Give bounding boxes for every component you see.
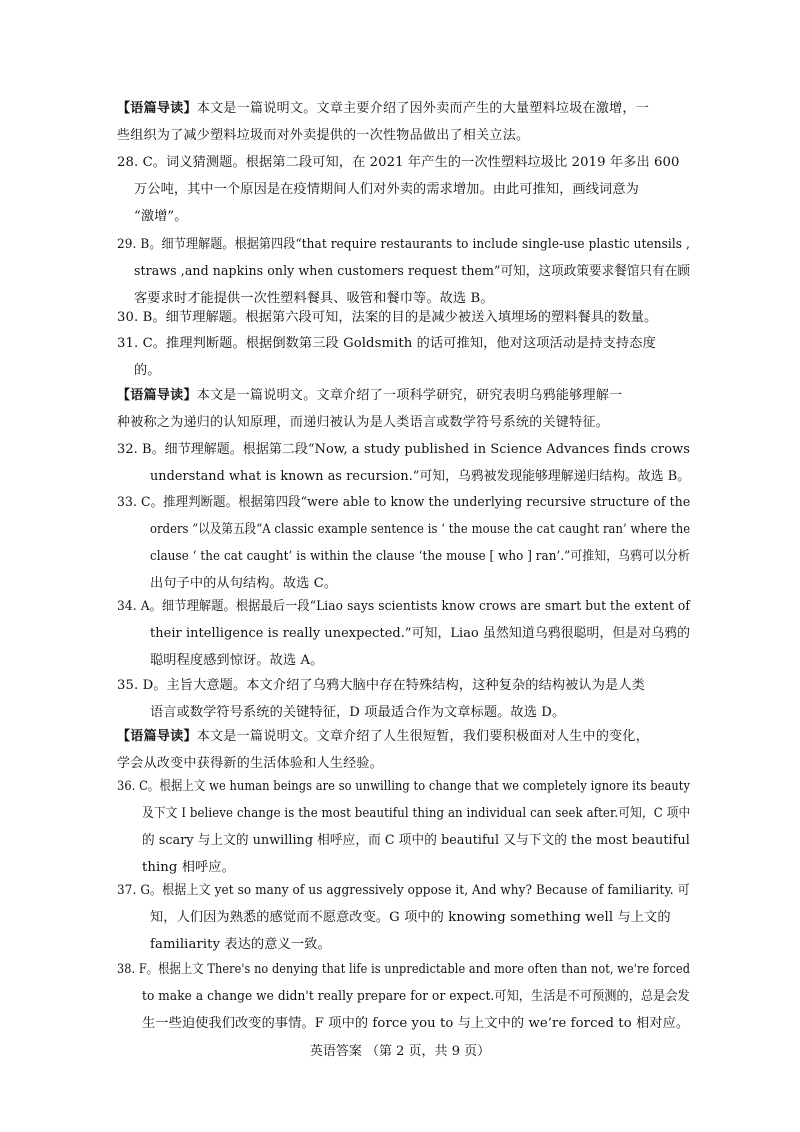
answer-line: orders ”以及第五段“A classic example sentence is ‘ the mouse the cat caught ran’ where the	[150, 522, 691, 537]
answer-line: 聪明程度感到惊讶。故选 A。	[150, 653, 324, 668]
guide-line: 种被称之为递归的认知原理，而递归被认为是人类语言或数学符号系统的关键特征。	[117, 415, 610, 430]
guide-line: 学会从改变中获得新的生活体验和人生经验。	[117, 756, 384, 771]
answer-line: 生一些迫使我们改变的事情。F 项中的 force you to 与上文中的 we’re forced to 相对应。	[142, 1016, 690, 1031]
answer-line: 37. G。根据上文 yet so many of us aggressively oppose it, And why? Because of familiarity. 可	[117, 883, 690, 898]
answer-line: 语言或数学符号系统的关键特征，D 项最适合作为文章标题。故选 D。	[150, 705, 566, 720]
answer-line: 知，人们因为熟悉的感觉而不愿意改变。G 项中的 knowing something well 与上文的	[150, 910, 671, 925]
answer-line: 客要求时才能提供一次性塑料餐具、吸管和餐巾等。故选 B。	[134, 291, 494, 306]
guide-line: 【语篇导读】本文是一篇说明文。文章主要介绍了因外卖而产生的大量塑料垃圾在激增，一	[117, 101, 650, 116]
guide-tag: 【语篇导读】	[117, 101, 197, 116]
answer-line: straws ,and napkins only when customers request them”可知，这项政策要求餐馆只有在顾	[134, 264, 691, 279]
answer-line: 34. A。细节理解题。根据最后一段“Liao says scientists know crows are smart but the extent of	[117, 599, 691, 614]
answer-line: clause ‘ the cat caught’ is within the clause ‘the mouse [ who ] ran’.”可推知，乌鸦可以分析	[150, 549, 690, 564]
answer-line: their intelligence is really unexpected.”可知，Liao 虽然知道乌鸦很聪明，但是对乌鸦的	[150, 626, 691, 641]
answer-line: 29. B。细节理解题。根据第四段“that require restaurants to include single-use plastic utensils ,	[117, 237, 690, 252]
answer-line: 的 scary 与上文的 unwilling 相呼应，而 C 项中的 beautiful 又与下文的 the most beautiful	[142, 833, 690, 848]
guide-tag: 【语篇导读】	[117, 729, 197, 744]
answer-line: “激增”。	[134, 209, 188, 224]
answer-line: 33. C。推理判断题。根据第四段“were able to know the underlying recursive structure of the	[117, 495, 691, 510]
answer-line: 30. B。细节理解题。根据第六段可知，法案的目的是减少被送入填埋场的塑料餐具的数量。	[117, 310, 658, 325]
answer-line: thing 相呼应。	[142, 860, 235, 875]
page-footer: 英语答案 （第 2 页，共 9 页）	[309, 1044, 491, 1059]
answer-line: 32. B。细节理解题。根据第二段“Now, a study published in Science Advances finds crows	[117, 442, 690, 457]
answer-line: understand what is known as recursion.”可知，乌鸦被发现能够理解递归结构。故选 B。	[150, 469, 691, 484]
answer-line: 28. C。词义猜测题。根据第二段可知，在 2021 年产生的一次性塑料垃圾比 2019 年多出 600	[117, 155, 680, 170]
guide-line: 【语篇导读】本文是一篇说明文。文章介绍了人生很短暂，我们要积极面对人生中的变化，	[117, 729, 650, 744]
answer-line: 及下文 I believe change is the most beautiful thing an individual can seek after.可知，C 项中	[142, 806, 691, 821]
guide-line: 【语篇导读】本文是一篇说明文。文章介绍了一项科学研究，研究表明乌鸦能够理解一	[117, 388, 623, 403]
answer-line: familiarity 表达的意义一致。	[150, 937, 331, 952]
guide-tag: 【语篇导读】	[117, 388, 197, 403]
answer-line: 出句子中的从句结构。故选 C。	[150, 576, 338, 591]
answer-line: 38. F。根据上文 There's no denying that life is unpredictable and more often than not, we're forced	[117, 962, 691, 977]
answer-line: 35. D。主旨大意题。本文介绍了乌鸦大脑中存在特殊结构，这种复杂的结构被认为是人类	[117, 678, 645, 693]
answer-line: 36. C。根据上文 we human beings are so unwilling to change that we completely ignore its beauty	[117, 779, 690, 794]
guide-line: 些组织为了减少塑料垃圾而对外卖提供的一次性物品做出了相关立法。	[117, 128, 530, 143]
answer-line: 的。	[134, 363, 161, 378]
answer-line: to make a change we didn't really prepare for or expect.可知，生活是不可预测的，总是会发	[142, 989, 690, 1004]
answer-line: 万公吨，其中一个原因是在疫情期间人们对外卖的需求增加。由此可推知，画线词意为	[134, 182, 639, 197]
answer-line: 31. C。推理判断题。根据倒数第三段 Goldsmith 的话可推知，他对这项活动是持支持态度	[117, 336, 656, 351]
